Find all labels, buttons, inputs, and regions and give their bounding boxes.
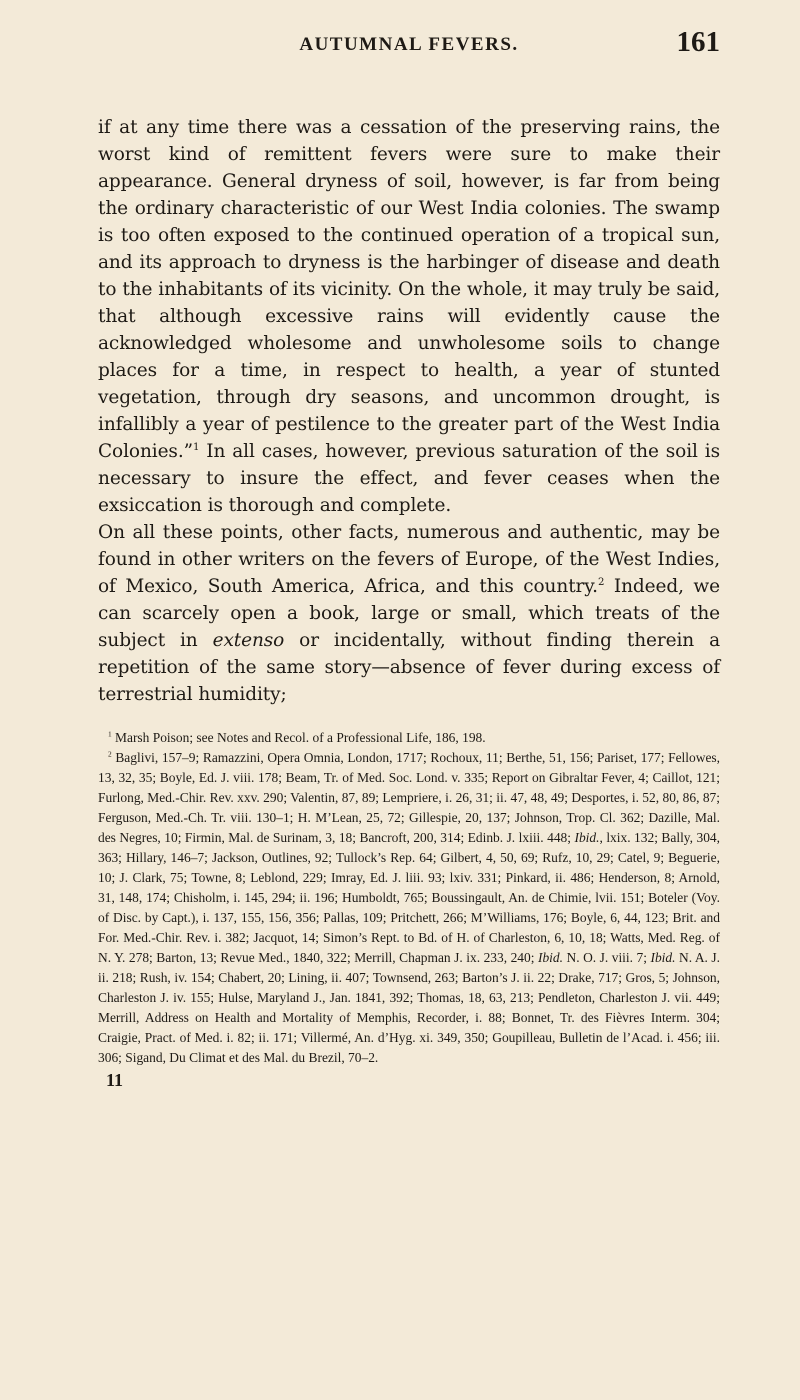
footnote-2-ibid-1: Ibid.	[574, 830, 600, 845]
page-number: 161	[676, 26, 720, 58]
paragraph-1-part-a: if at any time there was a cessation of the preserving rains, the worst kind of remittent fevers were sure to make their appearance. General dryness of soil, however, is far from being the ordinary characteristic of our West India colonies. The swamp is too often exposed to the continued operation of a tropical sun, and its approach to dryness is the harbinger of disease and death to the inhabitants of its vicinity. On the whole, it may truly be said, that although excessive rains will evidently cause the acknowledged wholesome and unwholesome soils to change places for a time, in respect to health, a year of stunted vegetation, through dry seasons, and uncommon drought, is infallibly a year of pestilence to the greater part of the West India Colonies.”	[98, 117, 720, 462]
printer-signature: 11	[106, 1070, 124, 1090]
footnote-2-mark: 2	[108, 749, 112, 759]
footnote-1-mark: 1	[108, 729, 112, 739]
paragraph-2-part-c: or incidentally, without finding therein a repetition of the same story—absence of fever during excess of terrestrial humidity;	[98, 630, 720, 705]
footnote-2	[98, 748, 720, 1068]
paragraph-1-part-b: In all cases, however, previous saturation of the soil is necessary to insure the effect, and fever ceases when the exsiccation is thorough and complete.	[98, 441, 720, 516]
footnote-2-ibid-2: Ibid.	[537, 950, 563, 965]
footnote-reference-1: 1	[192, 441, 200, 453]
footnote-2-ibid-3: Ibid.	[650, 950, 676, 965]
paragraph-2	[98, 519, 720, 708]
footnote-2-part-b: , lxix. 132; Bally, 304, 363; Hillary, 146–7; Jackson, Outlines, 92; Tullock’s Rep. 64; Gilbert, 4, 50, 69; Rufz, 10, 29; Catel, 9; Beguerie, 10; J. Clark, 75; Towne, 8; Leblond, 229; Imray, Ed. J. liii. 93; lxiv. 331; Pinkard, ii. 486; Henderson, 8; Arnold, 31, 148, 174; Chisholm, i. 145, 294; ii. 196; Humboldt, 765; Boussingault, An. de Chimie, lvii. 151; Boteler (Voy. of Disc. by Capt.), i. 137, 155, 156, 356; Pallas, 109; Pritchett, 266; M’Williams, 176; Boyle, 6, 44, 123; Brit. and For. Med.-Chir. Rev. i. 382; Jacquot, 14; Simon’s Rept. to Bd. of H. of Charleston, 6, 10, 18; Watts, Med. Reg. of N. Y. 278; Barton, 13; Revue Med., 1840, 322; Merrill, Chapman J. ix. 233, 240;	[98, 830, 720, 965]
footnote-1	[98, 728, 720, 748]
paragraph-1	[98, 114, 720, 519]
paragraph-2-part-b: Indeed, we can scarcely open a book, large or small, which treats of the subject in	[98, 576, 720, 651]
footnote-1-text: Marsh Poison; see Notes and Recol. of a Professional Life, 186, 198.	[111, 730, 486, 745]
footnote-2-part-a: Baglivi, 157–9; Ramazzini, Opera Omnia, London, 1717; Rochoux, 11; Berthe, 51, 156; Pariset, 177; Fellowes, 13, 32, 35; Boyle, Ed. J. viii. 178; Beam, Tr. of Med. Soc. Lond. v. 335; Report on Gibraltar Fever, 4; Caillot, 121; Furlong, Med.-Chir. Rev. xxv. 290; Valentin, 87, 89; Lempriere, i. 26, 31; ii. 47, 48, 49; Desportes, i. 52, 80, 86, 87; Ferguson, Med.-Ch. Tr. viii. 130–1; H. M’Lean, 25, 72; Gillespie, 20, 137; Johnson, Trop. Cl. 362; Dazille, Mal. des Negres, 10; Firmin, Mal. de Surinam, 3, 18; Bancroft, 200, 314; Edinb. J. lxiii. 448;	[98, 750, 720, 845]
footnotes	[98, 728, 720, 1068]
paragraph-2-part-a: On all these points, other facts, numerous and authentic, may be found in other writers on the fevers of Europe, of the West Indies, of Mexico, South America, Africa, and this country.	[98, 522, 720, 597]
running-title: AUTUMNAL FEVERS.	[299, 34, 519, 55]
footnote-2-part-c: N. O. J. viii. 7;	[563, 950, 651, 965]
footnote-reference-2: 2	[597, 576, 605, 588]
footnote-2-part-d: N. A. J. ii. 218; Rush, iv. 154; Chabert, 20; Lining, ii. 407; Townsend, 263; Barton’s J. ii. 22; Drake, 717; Gros, 5; Johnson, Charleston J. iv. 155; Hulse, Maryland J., Jan. 1841, 392; Thomas, 18, 63, 213; Pendleton, Charleston J. vii. 449; Merrill, Address on Health and Mortality of Memphis, Recorder, i. 88; Bonnet, Tr. des Fièvres Interm. 304; Craigie, Pract. of Med. i. 82; ii. 171; Villermé, An. d’Hyg. xi. 349, 350; Goupilleau, Bulletin de l’Acad. i. 456; iii. 306; Sigand, Du Climat et des Mal. du Brezil, 70–2.	[98, 950, 720, 1065]
main-text	[98, 114, 720, 708]
running-head	[98, 20, 720, 68]
paragraph-2-italic-term: extenso	[212, 630, 285, 651]
